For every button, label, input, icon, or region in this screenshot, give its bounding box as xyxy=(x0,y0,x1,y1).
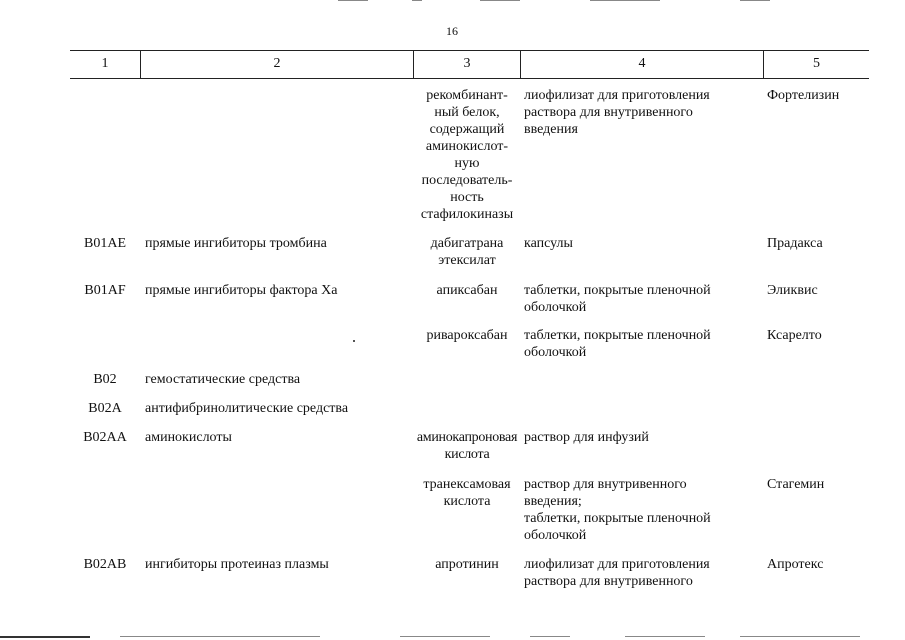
scan-artifact xyxy=(400,636,490,637)
cell-group: ингибиторы протеиназ плазмы xyxy=(145,557,329,572)
cell-group: антифибринолитические средства xyxy=(145,401,349,416)
cell-trade-name: Стагемин xyxy=(767,477,825,492)
header-col-5: 5 xyxy=(813,56,820,71)
cell-atc-code: B02 xyxy=(93,372,117,387)
cell-dosage-form: лиофилизат для приготовления раствора для внутривенного введения xyxy=(524,88,710,137)
scan-artifact xyxy=(338,0,368,1)
cell-substance: аминокапроновая кислота xyxy=(416,430,518,462)
cell-substance: апротинин xyxy=(435,557,499,572)
cell-trade-name: Ксарелто xyxy=(767,328,822,343)
cell-substance: апиксабан xyxy=(436,283,498,298)
cell-dosage-form: раствор для внутривенного введения; таблетки, покрытые пленочной оболочкой xyxy=(524,477,711,543)
cell-group: прямые ингибиторы тромбина xyxy=(145,236,327,251)
cell-substance: транексамовая кислота xyxy=(423,477,511,509)
scan-artifact xyxy=(740,636,860,637)
cell-atc-code: B02A xyxy=(88,401,122,416)
cell-dosage-form: таблетки, покрытые пленочной оболочкой xyxy=(524,328,711,360)
header-col-2: 2 xyxy=(273,56,281,71)
cell-substance: ривароксабан xyxy=(426,328,508,343)
cell-atc-code: B01AE xyxy=(84,236,126,251)
cell-dosage-form: лиофилизат для приготовления раствора для внутривенного xyxy=(524,557,710,589)
cell-substance: рекомбинант- ный белок, содержащий аминокислот- ную последователь- ность стафилокиназы xyxy=(420,88,514,222)
cell-trade-name: Эликвис xyxy=(767,283,818,298)
cell-group: прямые ингибиторы фактора Xa xyxy=(145,283,338,298)
header-col-1: 1 xyxy=(101,56,109,71)
cell-atc-code: B02AB xyxy=(83,557,127,572)
cell-dosage-form: раствор для инфузий xyxy=(524,430,649,445)
header-col-3: 3 xyxy=(463,56,471,71)
header-col-4: 4 xyxy=(638,56,646,71)
scan-artifact xyxy=(412,0,422,1)
cell-substance: дабигатрана этексилат xyxy=(430,236,504,268)
cell-dosage-form: капсулы xyxy=(524,236,573,251)
page-number: 16 xyxy=(446,24,458,38)
table-header-rule xyxy=(70,78,869,79)
scan-artifact xyxy=(530,636,570,637)
cell-group: гемостатические средства xyxy=(145,372,301,387)
scan-artifact xyxy=(590,0,660,1)
cell-trade-name: Прадакса xyxy=(767,236,823,251)
cell-atc-code: B01AF xyxy=(84,283,126,298)
scan-artifact xyxy=(0,636,90,638)
cell-trade-name: Фортелизин xyxy=(767,88,840,103)
cell-group: аминокислоты xyxy=(145,430,232,445)
cell-dosage-form: таблетки, покрытые пленочной оболочкой xyxy=(524,283,711,315)
scan-artifact xyxy=(625,636,705,637)
cell-atc-code: B02AA xyxy=(83,430,127,445)
scan-artifact xyxy=(480,0,520,1)
scan-artifact xyxy=(120,636,320,637)
scan-speck xyxy=(353,340,355,342)
cell-trade-name: Апротекс xyxy=(767,557,824,572)
scan-artifact xyxy=(740,0,770,1)
